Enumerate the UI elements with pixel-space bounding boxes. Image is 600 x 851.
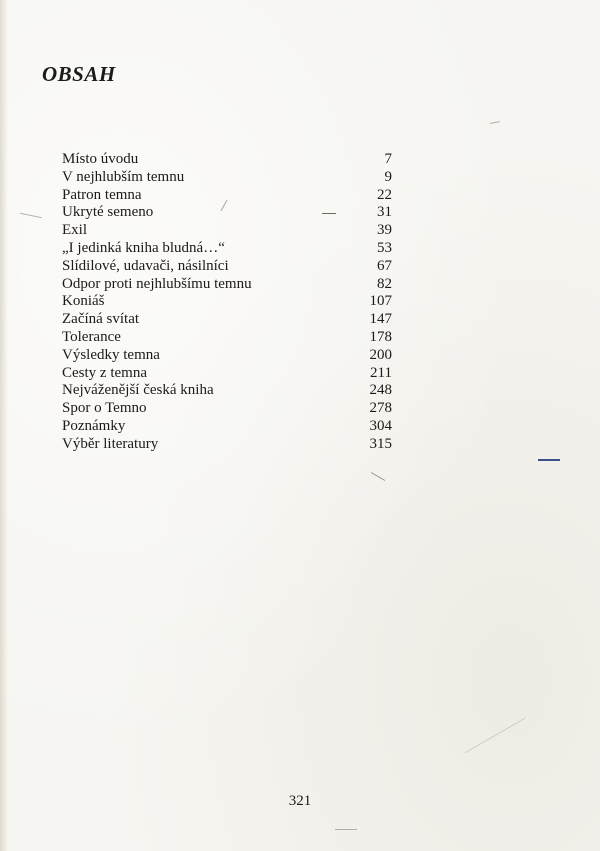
toc-entry-title: Poznámky [62,417,126,434]
toc-entry [62,204,392,222]
toc-entry-title: Výsledky temna [62,346,160,363]
toc-entry-title: Místo úvodu [62,151,139,167]
toc-entry [62,400,392,418]
toc-entry-title: Začíná svítat [62,311,140,328]
toc-entry-title: V nejhlubším temnu [62,168,185,185]
toc-entry [62,436,392,454]
page-number: 321 [288,793,312,809]
toc-entry-page: 304 [369,417,392,434]
toc-entry-title: Odpor proti nejhlubšímu temnu [62,275,252,292]
table-of-contents [62,151,392,454]
toc-entry-page: 7 [384,151,392,167]
toc-entry [62,276,392,294]
page-edge-shadow [0,0,8,851]
toc-entry-title: Cesty z temna [62,364,147,381]
contents-heading: OBSAH [42,62,116,86]
toc-entry-page: 211 [370,364,392,381]
toc-entry-page: 278 [369,400,392,417]
toc-entry-title: Ukryté semeno [62,204,154,221]
toc-entry-page: 200 [369,346,392,363]
toc-entry-title: Nejváženější česká kniha [62,382,214,399]
toc-entry [62,311,392,329]
toc-entry [62,347,392,365]
toc-entry [62,240,392,258]
toc-entry-title: Slídilové, udavači, násilníci [62,257,229,274]
toc-entry-page: 248 [369,382,392,399]
toc-entry [62,382,392,400]
toc-entry-title: Patron temna [62,186,142,203]
toc-entry-page: 53 [377,239,392,256]
toc-entry [62,169,392,187]
toc-entry [62,418,392,436]
scan-mark [322,213,336,214]
toc-entry-title: Spor o Temno [62,400,147,417]
toc-entry-page: 315 [369,435,392,452]
scan-mark [371,472,385,481]
toc-entry-title: Tolerance [62,328,121,345]
toc-entry [62,365,392,383]
pen-mark [538,459,560,461]
scan-mark [464,718,525,754]
scan-mark [490,121,500,124]
toc-entry-title: Exil [62,222,87,239]
toc-entry [62,293,392,311]
toc-entry-page: 178 [369,328,392,345]
toc-entry-page: 147 [369,311,392,328]
toc-entry-page: 67 [377,257,392,274]
toc-entry [62,329,392,347]
toc-entry [62,258,392,276]
toc-entry-page: 39 [377,222,392,239]
toc-entry-page: 82 [377,275,392,292]
toc-entry-page: 9 [384,168,392,185]
toc-entry-page: 22 [377,186,392,203]
toc-entry [62,187,392,205]
toc-entry-page: 31 [377,204,392,221]
toc-entry [62,222,392,240]
toc-entry-title: „I jedinká kniha bludná…“ [62,239,225,256]
toc-entry-page: 107 [369,293,392,310]
toc-entry [62,151,392,169]
toc-entry-title: Výběr literatury [62,435,159,452]
scan-mark [335,829,357,830]
scan-mark [20,213,42,219]
toc-entry-title: Koniáš [62,293,105,310]
